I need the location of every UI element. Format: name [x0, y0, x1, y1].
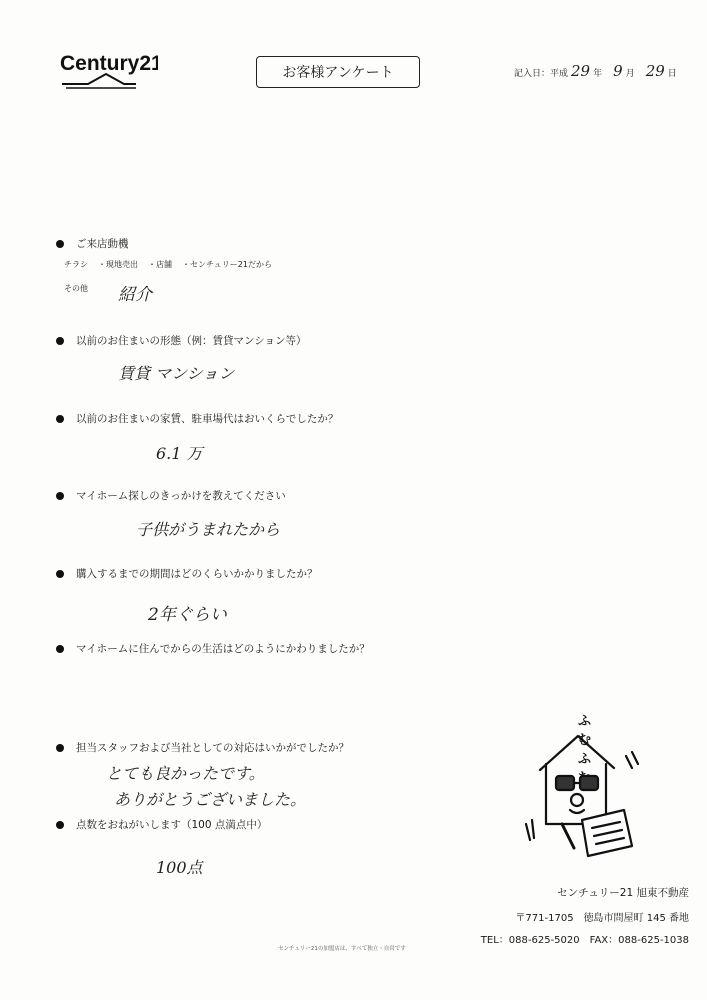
- answer-7-line-1: とても良かったです。: [106, 764, 265, 783]
- question-6: [56, 641, 370, 656]
- answer-1: 紹介: [118, 285, 152, 305]
- question-2: [56, 333, 307, 348]
- answer-8: 100点: [156, 858, 203, 877]
- other-label: その他: [64, 284, 88, 293]
- entry-date: [514, 62, 677, 80]
- question-5: [56, 566, 318, 581]
- bullet-icon: [56, 821, 64, 829]
- century21-logo: [58, 48, 158, 96]
- answer-4: 子供がうまれたから: [136, 520, 281, 539]
- option-century21: ・センチュリー21だから: [182, 260, 272, 269]
- question-2-text: 以前のお住まいの形態（例：賃貸マンション等）: [76, 335, 307, 347]
- option-open-house: ・現地売出: [98, 260, 138, 269]
- answer-5: 2年ぐらい: [148, 605, 227, 625]
- question-1-text: ご来店動機: [76, 238, 129, 250]
- house-mascot-icon: [522, 728, 642, 878]
- bullet-icon: [56, 337, 64, 345]
- question-3: [56, 411, 338, 426]
- bullet-icon: [56, 645, 64, 653]
- bullet-icon: [56, 492, 64, 500]
- question-5-text: 購入するまでの期間はどのくらいかかりましたか？: [76, 568, 318, 580]
- bullet-icon: [56, 570, 64, 578]
- question-8: [56, 817, 267, 832]
- question-1: [56, 236, 129, 251]
- logo-mark: [58, 48, 158, 96]
- answer-3: 6.1 万: [156, 444, 203, 463]
- motive-options: [64, 259, 272, 270]
- date-label: 記入日：平成: [514, 69, 569, 79]
- date-month-value: 9: [613, 62, 623, 80]
- date-year-value: 29: [571, 62, 591, 80]
- question-7-text: 担当スタッフおよび当社としての対応はいかがでしたか？: [76, 742, 349, 754]
- year-unit: 年: [593, 69, 603, 79]
- bullet-icon: [56, 744, 64, 752]
- company-contact: TEL：088-625-5020 FAX：088-625-1038: [480, 935, 689, 946]
- answer-7-line-2: ありがとうございました。: [114, 790, 307, 809]
- company-name: センチュリー21 旭東不動産: [557, 887, 689, 899]
- month-unit: 月: [625, 69, 635, 79]
- bullet-icon: [56, 415, 64, 423]
- survey-title-text: お客様アンケート: [282, 65, 394, 81]
- bullet-icon: [56, 240, 64, 248]
- question-4-text: マイホーム探しのきっかけを教えてください: [76, 490, 286, 502]
- option-store: ・店舗: [148, 260, 172, 269]
- question-7: [56, 740, 349, 755]
- franchise-note: センチュリー21の加盟店は、すべて独立・自営です: [278, 946, 406, 952]
- date-day-value: 29: [645, 62, 665, 80]
- question-3-text: 以前のお住まいの家賃、駐車場代はおいくらでしたか？: [76, 413, 339, 425]
- company-address: 〒771-1705 徳島市問屋町 145 番地: [515, 913, 689, 924]
- day-unit: 日: [667, 69, 677, 79]
- question-6-text: マイホームに住んでからの生活はどのようにかわりましたか？: [76, 643, 370, 655]
- question-4: [56, 488, 286, 503]
- logo-wordmark: Century21: [60, 52, 158, 75]
- question-8-text: 点数をおねがいします（100 点満点中）: [76, 819, 268, 831]
- survey-title: [256, 56, 420, 88]
- option-flyer: チラシ: [64, 260, 88, 269]
- answer-2: 賃貸 マンション: [118, 364, 235, 383]
- mascot-caption: ふむふ: [578, 714, 592, 767]
